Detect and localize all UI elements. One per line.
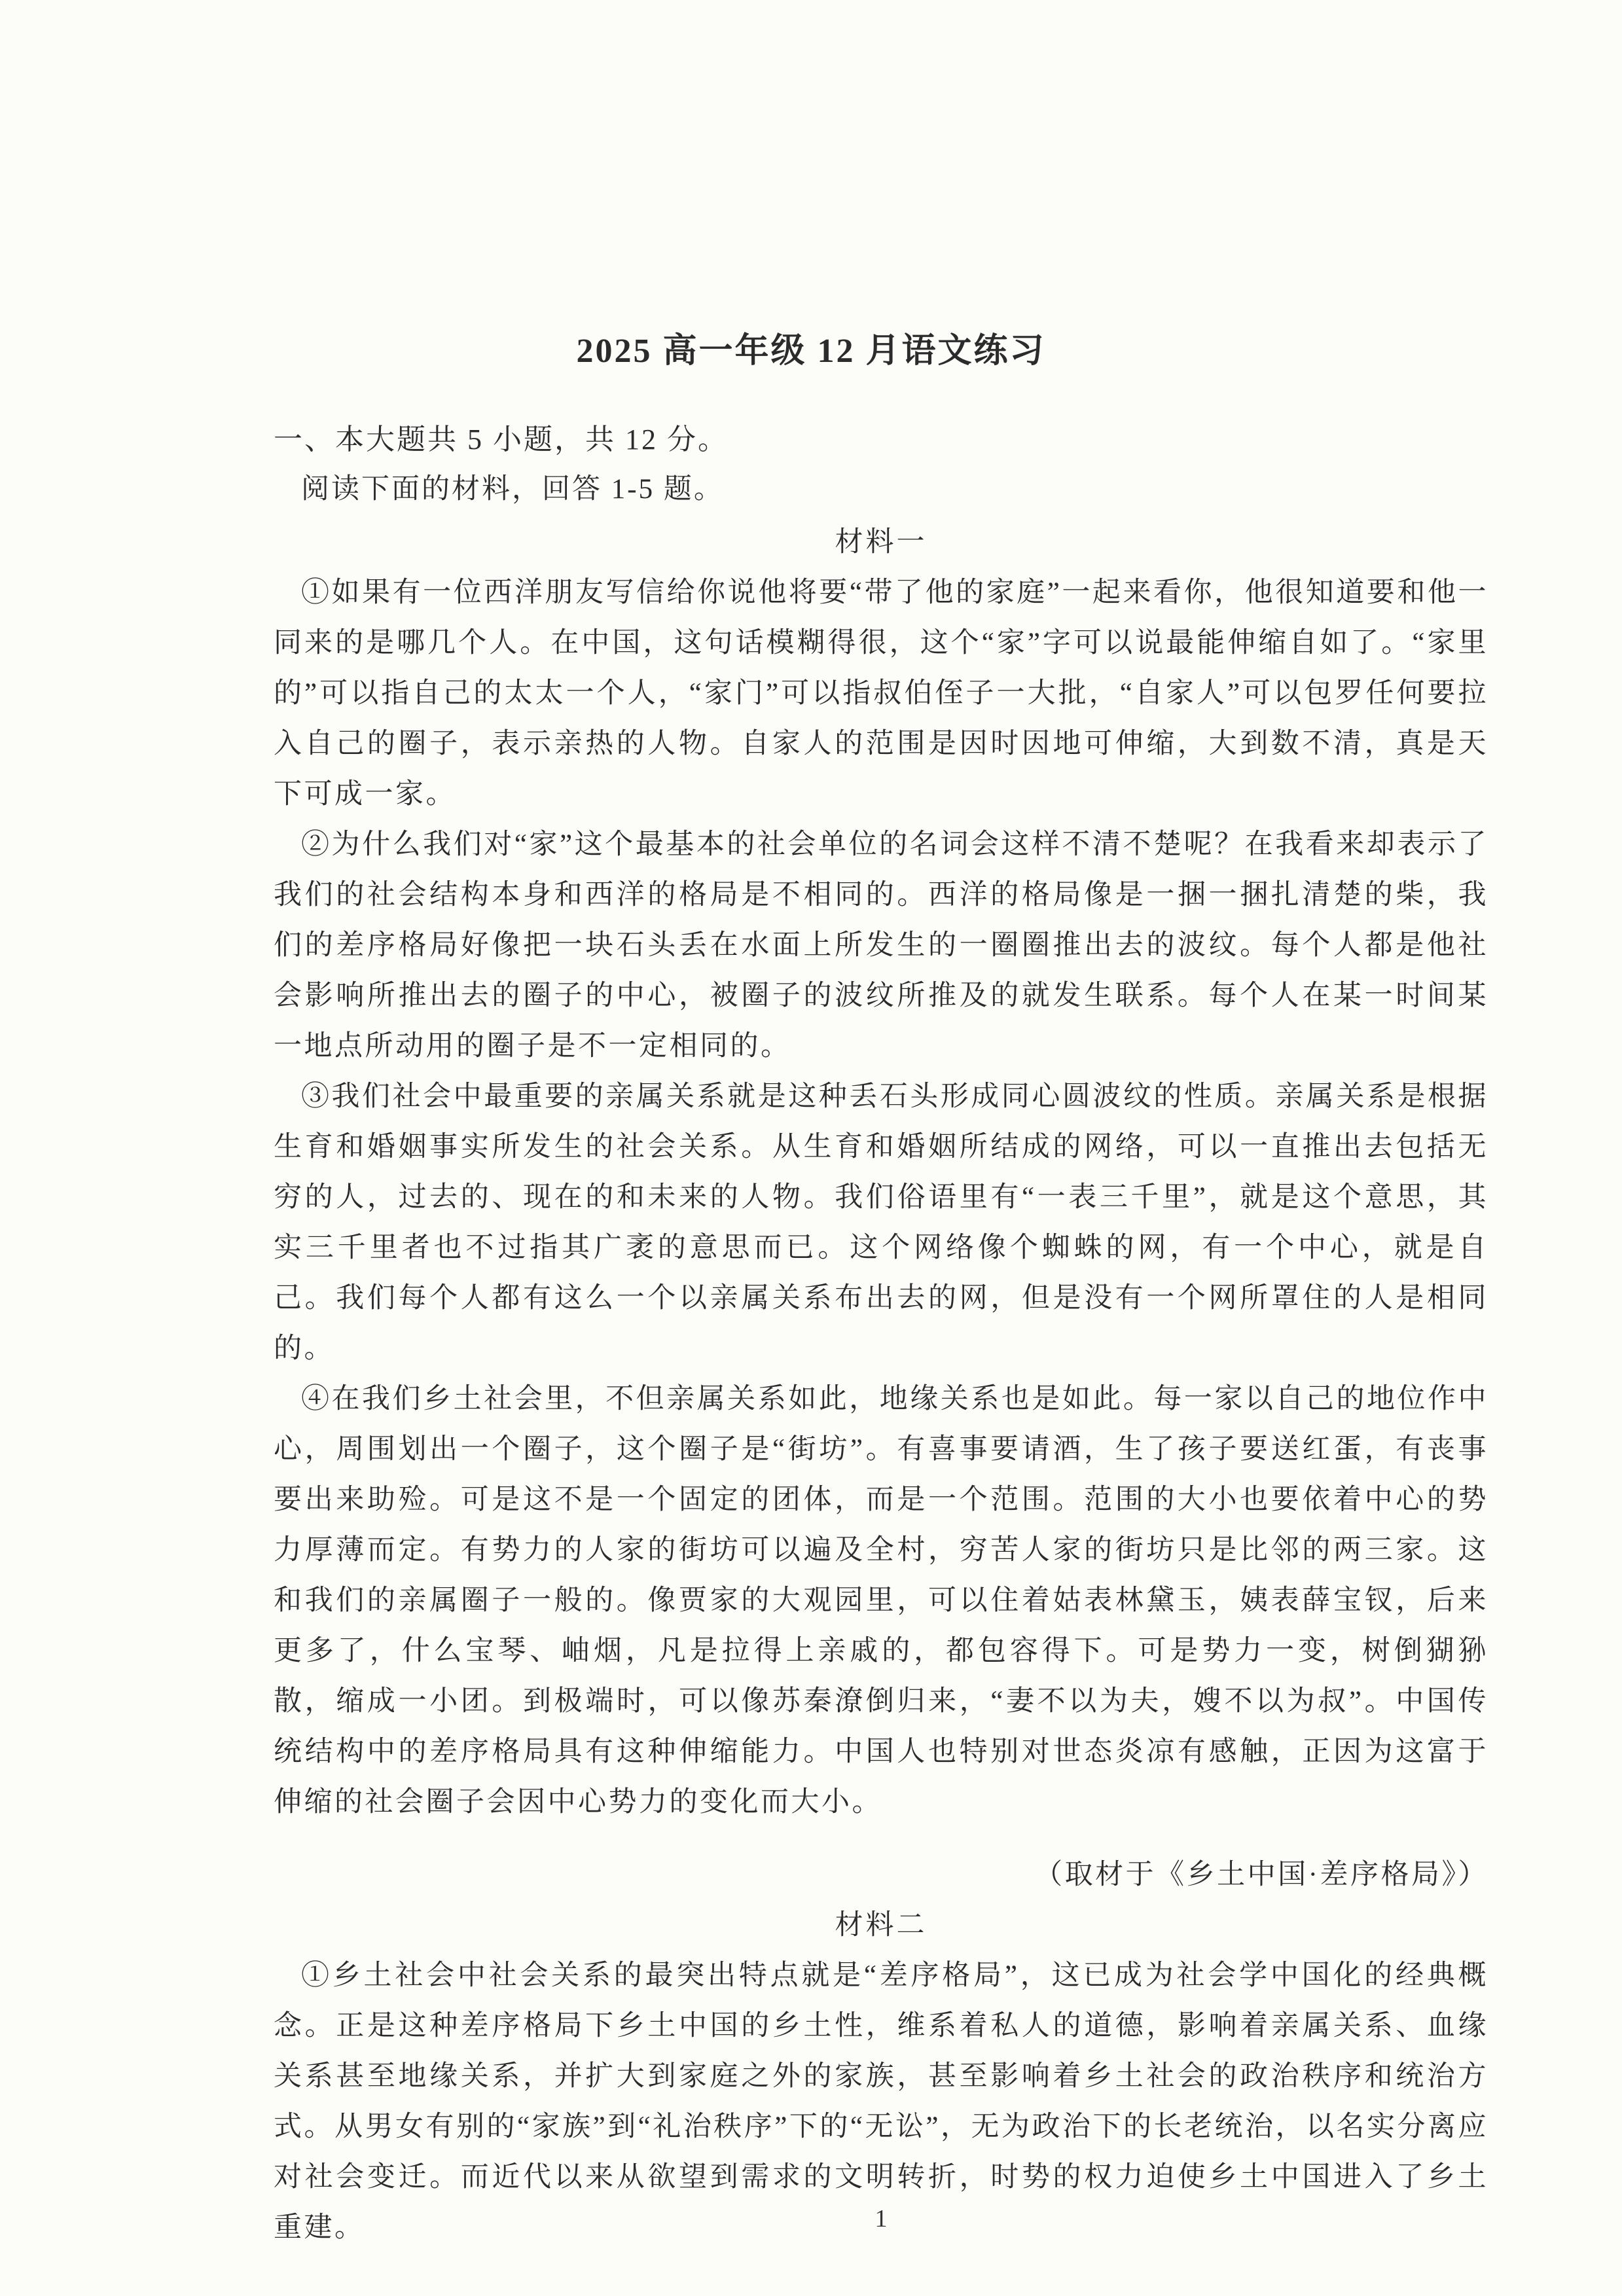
material1-paragraph-3: ③我们社会中最重要的亲属关系就是这种丢石头形成同心圆波纹的性质。亲属关系是根据生育和婚姻事实所发生的社会关系。从生育和婚姻所结成的网络，可以一直推出去包括无穷的人，过去的、现在的和未来的人物。我们俗语里有“一表三千里”，就是这个意思，其实三千里者也不过指其广袤的意思而已。这个网络像个蜘蛛的网，有一个中心，就是自己。我们每个人都有这么一个以亲属关系布出去的网，但是没有一个网所罩住的人是相同的。 — [274, 1081, 1488, 1364]
material2-label: 材料二 — [835, 1910, 928, 1941]
reading-materials — [274, 517, 1488, 2253]
section-instruction: 阅读下面的材料，回答 1-5 题。 — [301, 474, 724, 505]
material1-label: 材料一 — [835, 527, 928, 558]
page-title: 2025 高一年级 12 月语文练习 — [576, 332, 1046, 370]
material1-paragraph-1: ①如果有一位西洋朋友写信给你说他将要“带了他的家庭”一起来看你，他很知道要和他一同来的是哪几个人。在中国，这句话模糊得很，这个“家”字可以说最能伸缩自如了。“家里的”可以指自己的太太一个人，“家门”可以指叔伯侄子一大批，“自家人”可以包罗任何要拉入自己的圈子，表示亲热的人物。自家人的范围是因时因地可伸缩，大到数不清，真是天下可成一家。 — [274, 577, 1488, 810]
material2-paragraph-1: ①乡土社会中社会关系的最突出特点就是“差序格局”，这已成为社会学中国化的经典概念。正是这种差序格局下乡土中国的乡土性，维系着私人的道德，影响着亲属关系、血缘关系甚至地缘关系，并扩大到家庭之外的家族，甚至影响着乡土社会的政治秩序和统治方式。从男女有别的“家族”到“礼治秩序”下的“无讼”，无为政治下的长老统治，以名实分离应对社会变迁。而近代以来从欲望到需求的文明转折，时势的权力迫使乡土中国进入了乡土重建。 — [274, 1960, 1489, 2243]
material1-source-attribution: （取材于《乡土中国·差序格局》） — [1034, 1859, 1488, 1890]
section-heading: 一、本大题共 5 小题，共 12 分。 — [274, 423, 729, 456]
material1-paragraph-2: ②为什么我们对“家”这个最基本的社会单位的名词会这样不清不楚呢？在我看来却表示了我们的社会结构本身和西洋的格局是不相同的。西洋的格局像是一捆一捆扎清楚的柴，我们的差序格局好像把一块石头丢在水面上所发生的一圈圈推出去的波纹。每个人都是他社会影响所推出去的圈子的中心，被圈子的波纹所推及的就发生联系。每个人在某一时间某一地点所动用的圈子是不一定相同的。 — [274, 829, 1488, 1062]
material1-paragraph-4: ④在我们乡土社会里，不但亲属关系如此，地缘关系也是如此。每一家以自己的地位作中心，周围划出一个圈子，这个圈子是“街坊”。有喜事要请酒，生了孩子要送红蛋，有丧事要出来助殓。可是这不是一个固定的团体，而是一个范围。范围的大小也要依着中心的势力厚薄而定。有势力的人家的街坊可以遍及全村，穷苦人家的街坊只是比邻的两三家。这和我们的亲属圈子一般的。像贾家的大观园里，可以住着姑表林黛玉，姨表薛宝钗，后来更多了，什么宝琴、岫烟，凡是拉得上亲戚的，都包容得下。可是势力一变，树倒猢狲散，缩成一小团。到极端时，可以像苏秦潦倒归来，“妻不以为夫，嫂不以为叔”。中国传统结构中的差序格局具有这种伸缩能力。中国人也特别对世态炎凉有感触，正因为这富于伸缩的社会圈子会因中心势力的变化而大小。 — [274, 1384, 1488, 1818]
page-number: 1 — [874, 2205, 888, 2233]
